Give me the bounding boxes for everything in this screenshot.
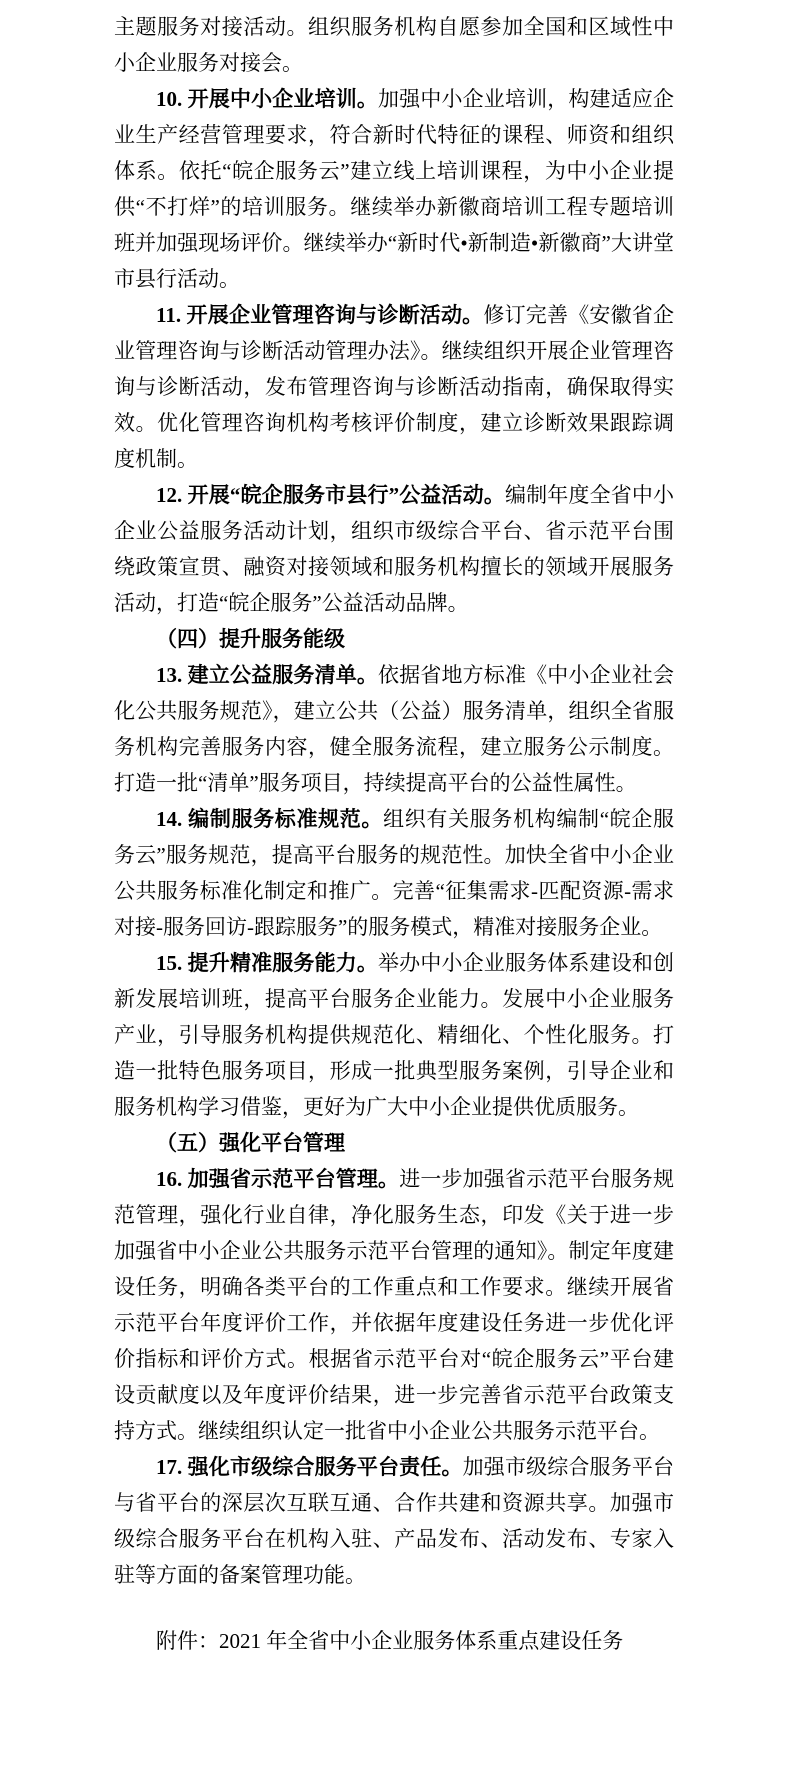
paragraph-text: 主题服务对接活动。组织服务机构自愿参加全国和区域性中小企业服务对接会。 (114, 15, 674, 75)
paragraph (114, 801, 674, 945)
paragraph-lead: 17. 强化市级综合服务平台责任。 (156, 1455, 463, 1479)
paragraph (114, 9, 674, 81)
paragraph (114, 81, 674, 297)
paragraph-text: 修订完善《安徽省企业管理咨询与诊断活动管理办法》。继续组织开展企业管理咨询与诊断活动，发布管理咨询与诊断活动指南，确保取得实效。优化管理咨询机构考核评价制度，建立诊断效果跟踪调度机制。 (114, 303, 675, 471)
paragraph-text: 组织有关服务机构编制“皖企服务云”服务规范，提高平台服务的规范性。加快全省中小企业公共服务标准化制定和推广。完善“征集需求-匹配资源-需求对接-服务回访-跟踪服务”的服务模式，精准对接服务企业。 (114, 807, 675, 939)
paragraph-text: 依据省地方标准《中小企业社会化公共服务规范》，建立公共（公益）服务清单，组织全省服务机构完善服务内容，健全服务流程，建立服务公示制度。打造一批“清单”服务项目，持续提高平台的公益性属性。 (114, 663, 675, 795)
section-heading-text: （四）提升服务能级 (156, 627, 345, 651)
section-heading (114, 621, 674, 657)
paragraph (114, 297, 674, 477)
paragraph-text: 举办中小企业服务体系建设和创新发展培训班，提高平台服务企业能力。发展中小企业服务产业，引导服务机构提供规范化、精细化、个性化服务。打造一批特色服务项目，形成一批典型服务案例，引导企业和服务机构学习借鉴，更好为广大中小企业提供优质服务。 (114, 951, 675, 1119)
document-text-block (114, 9, 674, 1659)
attachment-text: 附件：2021 年全省中小企业服务体系重点建设任务 (156, 1629, 624, 1653)
paragraph (114, 1161, 674, 1449)
paragraph-text: 加强中小企业培训，构建适应企业生产经营管理要求，符合新时代特征的课程、师资和组织体系。依托“皖企服务云”建立线上培训课程，为中小企业提供“不打烊”的培训服务。继续举办新徽商培训工程专题培训班并加强现场评价。继续举办“新时代•新制造•新徽商”大讲堂市县行活动。 (114, 87, 675, 291)
paragraph-lead: 11. 开展企业管理咨询与诊断活动。 (156, 303, 484, 327)
paragraph (114, 657, 674, 801)
paragraph-text: 编制年度全省中小企业公益服务活动计划，组织市级综合平台、省示范平台围绕政策宣贯、融资对接领域和服务机构擅长的领域开展服务活动，打造“皖企服务”公益活动品牌。 (114, 483, 675, 615)
paragraph-text: 加强市级综合服务平台与省平台的深层次互联互通、合作共建和资源共享。加强市级综合服务平台在机构入驻、产品发布、活动发布、专家入驻等方面的备案管理功能。 (114, 1455, 675, 1587)
paragraph-text: 进一步加强省示范平台服务规范管理，强化行业自律，净化服务生态，印发《关于进一步加强省中小企业公共服务示范平台管理的通知》。制定年度建设任务，明确各类平台的工作重点和工作要求。继续开展省示范平台年度评价工作，并依据年度建设任务进一步优化评价指标和评价方式。根据省示范平台对“皖企服务云”平台建设贡献度以及年度评价结果，进一步完善省示范平台政策支持方式。继续组织认定一批省中小企业公共服务示范平台。 (114, 1167, 675, 1443)
paragraph (114, 945, 674, 1125)
paragraph-lead: 13. 建立公益服务清单。 (156, 663, 379, 687)
paragraph (114, 477, 674, 621)
section-heading (114, 1125, 674, 1161)
paragraph (114, 1449, 674, 1593)
paragraph-lead: 10. 开展中小企业培训。 (156, 87, 379, 111)
attachment-line (114, 1623, 674, 1659)
paragraph-lead: 16. 加强省示范平台管理。 (156, 1167, 400, 1191)
paragraph-lead: 14. 编制服务标准规范。 (156, 807, 384, 831)
paragraph-lead: 15. 提升精准服务能力。 (156, 951, 379, 975)
section-heading-text: （五）强化平台管理 (156, 1131, 345, 1155)
paragraph-lead: 12. 开展“皖企服务市县行”公益活动。 (156, 483, 505, 507)
